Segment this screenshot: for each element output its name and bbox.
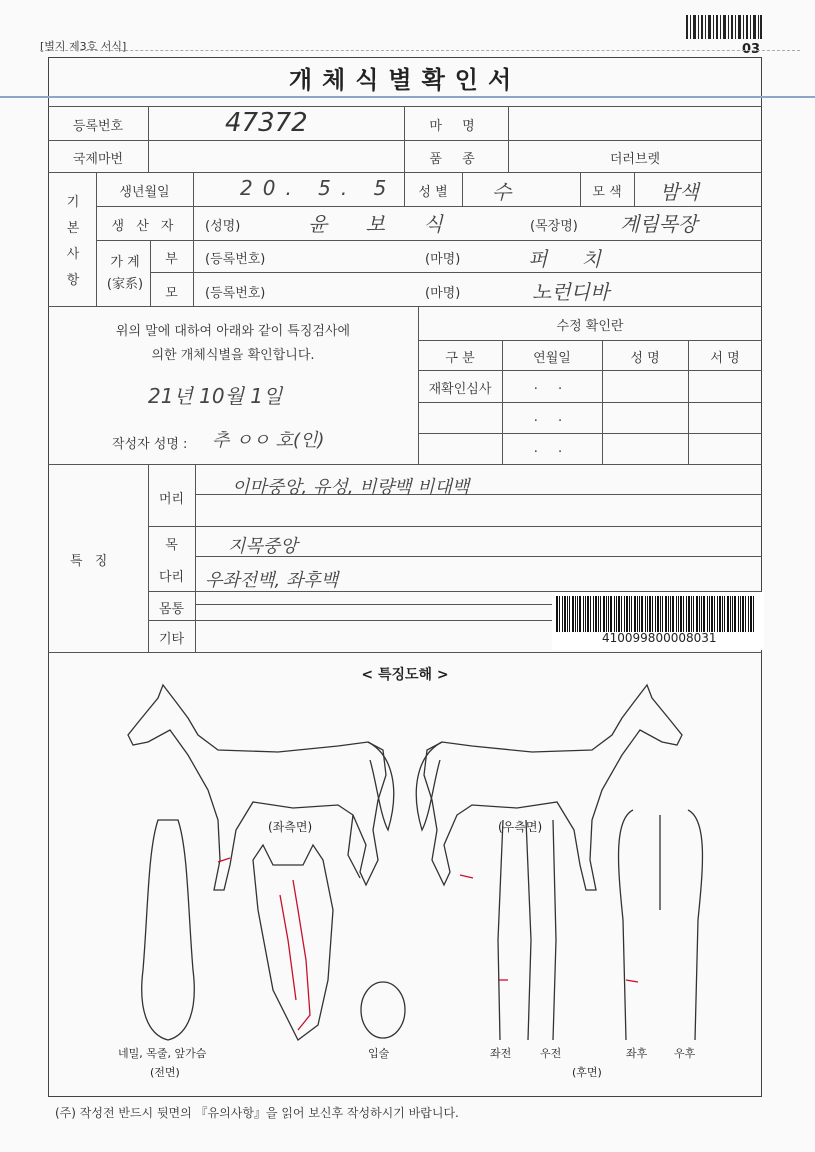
- confirmation-line-2: 의한 개체식별을 확인합니다.: [151, 348, 315, 363]
- barcode-bar: [600, 596, 601, 632]
- confirmation-line-1: 위의 말에 대하여 아래와 같이 특징검사에: [115, 324, 351, 339]
- color-label: 모 색: [592, 185, 622, 200]
- sire-name-value: 퍼 치: [528, 247, 615, 271]
- barcode-bar: [707, 596, 708, 632]
- barcode-bar: [660, 596, 661, 632]
- barcode-bar: [577, 596, 578, 632]
- barcode-bar: [645, 596, 646, 632]
- barcode-bar: [711, 596, 713, 632]
- intl-no-label: 국제마번: [72, 152, 124, 167]
- barcode-bar: [676, 596, 677, 632]
- color-value: 밤색: [660, 180, 699, 204]
- rule: [148, 106, 149, 172]
- dam-name-label: (마명): [425, 286, 461, 301]
- barcode-bar: [567, 596, 568, 632]
- barcode-bar: [583, 596, 584, 632]
- barcode-bar: [603, 596, 605, 632]
- etc-label: 기타: [158, 632, 185, 647]
- sex-label: 성 별: [418, 185, 448, 200]
- barcode-bar: [647, 596, 648, 632]
- rule: [150, 272, 762, 273]
- barcode-bar: [616, 596, 617, 632]
- footnote: (주) 작성전 반드시 뒷면의 『유의사항』을 읽어 보신후 작성하시기 바랍니다.: [55, 1106, 459, 1120]
- barcode-bar: [742, 596, 744, 632]
- barcode-bar: [701, 596, 702, 632]
- revision-row3-date: . .: [533, 441, 571, 456]
- leg-left-front: 좌전: [490, 1047, 512, 1060]
- rule: [96, 206, 762, 207]
- revision-col-date: 연월일: [533, 351, 571, 366]
- marking-rear-leg: [626, 980, 638, 982]
- barcode-bar: [730, 596, 731, 632]
- barcode-bar: [688, 596, 690, 632]
- revision-row1-kind: 재확인심사: [428, 382, 492, 397]
- barcode-bar: [738, 596, 739, 632]
- dam-reg-no-label: (등록번호): [205, 286, 266, 301]
- left-side-horse-tail: [368, 742, 394, 830]
- barcode-bar: [740, 596, 741, 632]
- left-side-horse-hindleg: [348, 815, 360, 878]
- barcode-bar: [618, 596, 620, 632]
- revision-title: 수정 확인란: [556, 319, 624, 334]
- lips-outline: [361, 982, 405, 1038]
- rule: [48, 464, 762, 465]
- form-reference: [별지 제3호 서식]: [40, 40, 127, 53]
- horse-diagram: [48, 680, 762, 1090]
- rule: [48, 172, 762, 173]
- barcode-bar: [631, 596, 632, 632]
- barcode-bar: [724, 596, 725, 632]
- revision-row2-date: . .: [533, 410, 571, 425]
- lip-caption: 입술: [368, 1047, 390, 1060]
- sire-name-label: (마명): [425, 252, 461, 267]
- barcode-bar: [593, 596, 594, 632]
- barcode-bar: [652, 596, 653, 632]
- rule: [418, 402, 762, 403]
- front-view-outline: [142, 820, 195, 1040]
- barcode-bar: [714, 596, 715, 632]
- marking-face-stripe: [280, 880, 310, 1030]
- producer-label: 생 산 자: [111, 219, 178, 234]
- leg-right-front: 우전: [540, 1047, 562, 1060]
- horse-name-label: 마 명: [429, 119, 483, 134]
- rule: [148, 526, 762, 527]
- barcode-bar: [608, 596, 609, 632]
- producer-name-label: (성명): [205, 219, 241, 234]
- rule: [634, 172, 635, 206]
- page-number: 03: [742, 42, 761, 57]
- barcode-bar: [637, 596, 638, 632]
- barcode-bar: [621, 596, 622, 632]
- rule: [418, 433, 762, 434]
- barcode-bar: [556, 596, 558, 632]
- rule: [195, 464, 196, 652]
- barcode-bar: [585, 596, 586, 632]
- rule: [418, 370, 762, 371]
- barcode-bar: [562, 596, 563, 632]
- rule: [418, 340, 762, 341]
- right-side-horse-outline: [424, 685, 682, 890]
- barcode-number: 410099800008031: [602, 631, 717, 645]
- barcode-bar: [699, 596, 700, 632]
- barcode-bar: [680, 596, 682, 632]
- ranch-label: (목장명): [530, 219, 578, 234]
- rule: [48, 140, 762, 141]
- diagram-title: < 특징도해 >: [361, 667, 449, 683]
- barcode-bar: [727, 596, 729, 632]
- rule: [48, 652, 762, 653]
- barcode-bar: [649, 596, 651, 632]
- barcode-bar: [569, 596, 570, 632]
- rear-view-label: (후면): [572, 1066, 602, 1079]
- page-title: 개체식별확인서: [288, 66, 522, 94]
- barcode-bar: [590, 596, 591, 632]
- rear-view-outline: [619, 810, 703, 1040]
- head-front-outline: [253, 845, 333, 1040]
- revision-row1-date: . .: [533, 378, 571, 393]
- family-label: [102, 252, 148, 296]
- barcode-bar: [672, 596, 674, 632]
- barcode-bar: [572, 596, 574, 632]
- family-label-text: 가 계: [110, 255, 140, 270]
- ranch-value: 계림목장: [620, 212, 698, 236]
- barcode-bar: [657, 596, 659, 632]
- producer-name-value: 윤 보 식: [308, 212, 459, 236]
- revision-col-kind: 구 분: [445, 351, 475, 366]
- basic-label-char: 기: [66, 195, 80, 210]
- barcode-bar: [579, 596, 581, 632]
- barcode-bar: [722, 596, 723, 632]
- sire-label: 부: [165, 252, 178, 267]
- writer-value: 추 ㅇㅇ 호(인): [212, 430, 325, 451]
- leg-right-rear: 우후: [674, 1047, 696, 1060]
- rule: [48, 306, 762, 307]
- writer-label: 작성자 성명 :: [112, 437, 188, 452]
- barcode-bar: [683, 596, 684, 632]
- barcode-bar: [696, 596, 698, 632]
- left-side-label: (좌측면): [268, 820, 313, 834]
- front-caption: 네밀, 목줄, 앞가슴: [118, 1047, 207, 1060]
- reg-no-label: 등록번호: [72, 119, 124, 134]
- breed-value: 더러브렛: [609, 152, 661, 167]
- barcode-bar: [734, 596, 736, 632]
- left-side-horse-outline: [128, 685, 386, 890]
- barcode-bar: [564, 596, 566, 632]
- barcode-bar: [703, 596, 705, 632]
- barcode-bar: [693, 596, 694, 632]
- leg-value: 우좌전백, 좌후백: [205, 570, 339, 591]
- rule: [48, 106, 762, 107]
- barcode-bar: [670, 596, 671, 632]
- barcode-bar: [750, 596, 752, 632]
- sticker-barcode: [556, 596, 756, 632]
- barcode-bar: [686, 596, 687, 632]
- neck-value: 지목중앙: [228, 536, 298, 557]
- barcode-bar: [641, 596, 643, 632]
- barcode-bar: [732, 596, 733, 632]
- blue-guide-line: [0, 96, 815, 98]
- confirmation-text: [48, 320, 418, 368]
- barcode-bar: [626, 596, 628, 632]
- basic-label-char: 사: [66, 247, 80, 262]
- leg-left-rear: 좌후: [626, 1047, 648, 1060]
- birth-value: 20. 5. 5: [240, 176, 397, 200]
- rule: [193, 172, 194, 240]
- basic-label-char: 본: [66, 221, 80, 236]
- revision-col-name: 성 명: [630, 351, 660, 366]
- barcode-bar: [719, 596, 721, 632]
- barcode-bar: [668, 596, 669, 632]
- neck-label: 목: [165, 538, 178, 553]
- barcode-bar: [709, 596, 710, 632]
- barcode-bar: [614, 596, 615, 632]
- barcode-bar: [678, 596, 679, 632]
- family-label-hanja: (家系): [106, 277, 144, 292]
- body-label: 몸통: [158, 602, 185, 617]
- barcode-bar: [610, 596, 612, 632]
- sex-value: 수: [492, 180, 512, 204]
- barcode-bar: [629, 596, 630, 632]
- right-side-label: (우측면): [498, 820, 543, 834]
- sire-reg-no-label: (등록번호): [205, 252, 266, 267]
- head-label: 머리: [158, 492, 185, 507]
- barcode-sticker: [552, 592, 764, 650]
- basic-section-label: [64, 190, 82, 294]
- barcode-bar: [665, 596, 667, 632]
- reg-no-value: 47372: [225, 108, 308, 138]
- barcode-bar: [662, 596, 663, 632]
- barcode-bar: [606, 596, 607, 632]
- marking-leg-right: [460, 875, 473, 878]
- barcode-bar: [748, 596, 749, 632]
- barcode-bar: [639, 596, 640, 632]
- rule: [96, 240, 762, 241]
- dam-name-value: 노런디바: [532, 280, 610, 304]
- barcode-bar: [598, 596, 599, 632]
- barcode-bar: [745, 596, 746, 632]
- barcode-bar: [691, 596, 692, 632]
- barcode-bar: [595, 596, 597, 632]
- basic-label-char: 항: [66, 273, 80, 288]
- dotted-divider: [40, 50, 800, 51]
- dam-label: 모: [165, 286, 178, 301]
- revision-col-sign: 서 명: [710, 351, 740, 366]
- barcode-bar: [575, 596, 576, 632]
- birth-label: 생년월일: [119, 185, 170, 200]
- head-value: 이마중앙, 유성, 비량백 비대백: [232, 477, 470, 498]
- front-legs-outline: [498, 820, 556, 1040]
- front-view-label: (전면): [150, 1066, 180, 1079]
- breed-label: 품 종: [429, 152, 483, 167]
- barcode-bar: [655, 596, 656, 632]
- barcode-bar: [634, 596, 636, 632]
- confirmation-date: 21년 10월 1일: [148, 384, 283, 408]
- top-barcode: [686, 15, 762, 39]
- barcode-bar: [559, 596, 560, 632]
- rule: [193, 240, 194, 306]
- barcode-bar: [587, 596, 589, 632]
- rule: [462, 172, 463, 206]
- barcode-bar: [717, 596, 718, 632]
- features-label: 특 징: [70, 554, 112, 569]
- right-side-horse-tail: [416, 742, 442, 830]
- barcode-bar: [753, 596, 754, 632]
- barcode-bar: [624, 596, 625, 632]
- leg-label: 다리: [158, 570, 185, 585]
